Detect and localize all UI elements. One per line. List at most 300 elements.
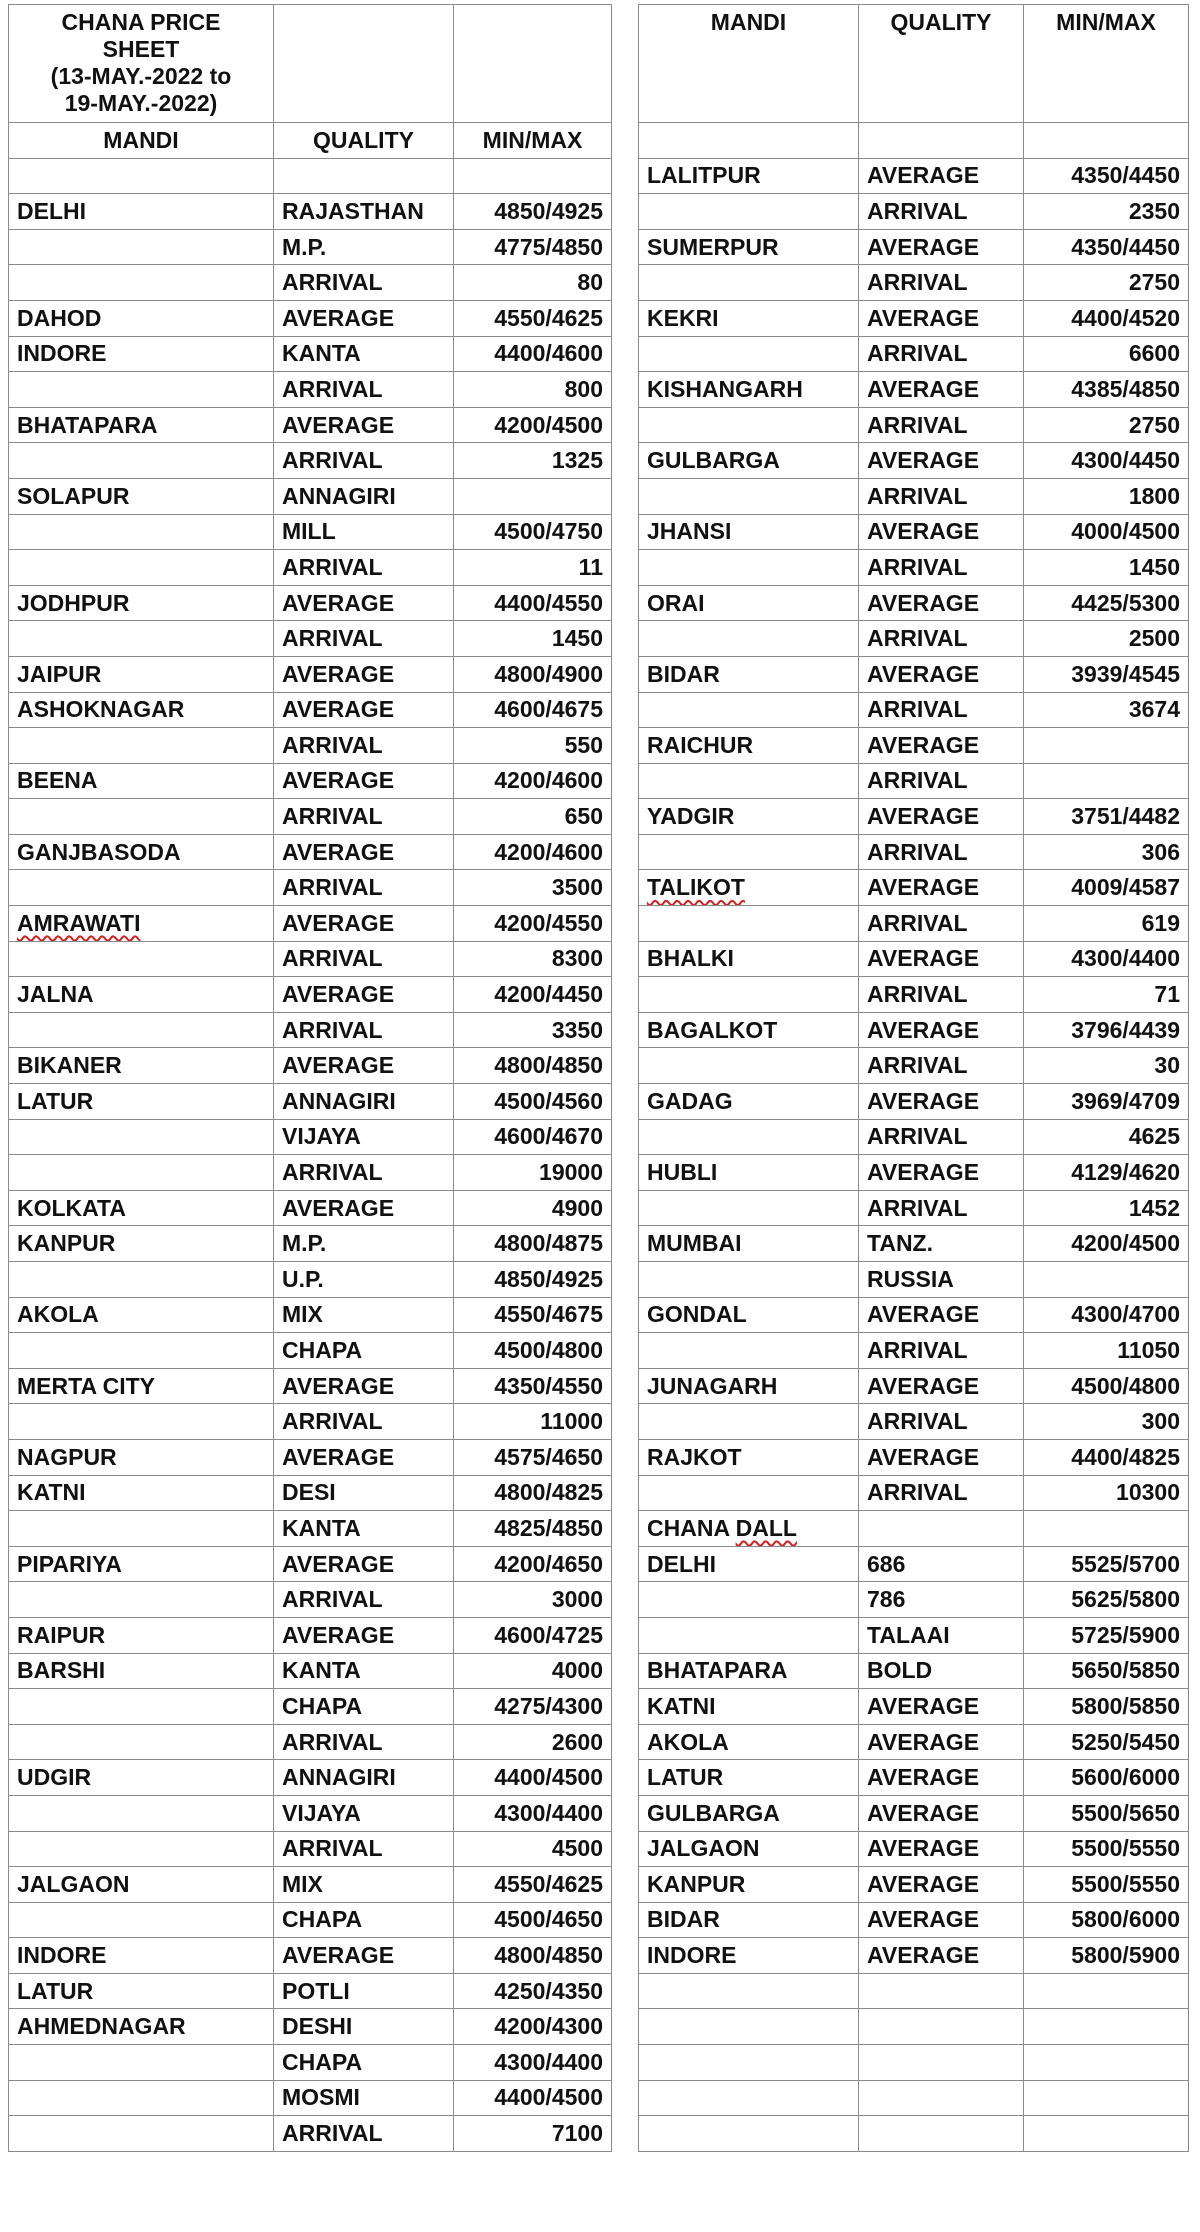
left-mandi-cell: BHATAPARA xyxy=(9,407,274,443)
right-minmax-cell: 4400/4825 xyxy=(1024,1439,1189,1475)
right-quality-cell: AVERAGE xyxy=(859,300,1024,336)
left-minmax-cell: 11 xyxy=(454,550,612,586)
left-minmax-cell: 11000 xyxy=(454,1404,612,1440)
left-quality-cell: AVERAGE xyxy=(274,656,454,692)
left-quality-cell: ARRIVAL xyxy=(274,550,454,586)
right-minmax-cell: 2750 xyxy=(1024,265,1189,301)
column-gap xyxy=(612,443,639,479)
left-quality-cell: AVERAGE xyxy=(274,1617,454,1653)
right-quality-cell: AVERAGE xyxy=(859,870,1024,906)
left-minmax-cell: 4825/4850 xyxy=(454,1511,612,1547)
left-minmax-header: MIN/MAX xyxy=(454,123,612,159)
table-row xyxy=(9,336,1189,372)
left-quality-cell: DESI xyxy=(274,1475,454,1511)
table-row xyxy=(9,1404,1189,1440)
right-minmax-cell: 5800/6000 xyxy=(1024,1902,1189,1938)
right-quality-cell: ARRIVAL xyxy=(859,621,1024,657)
table-row xyxy=(9,906,1189,942)
table-row xyxy=(9,550,1189,586)
left-mandi-cell xyxy=(9,1689,274,1725)
column-gap xyxy=(612,1439,639,1475)
right-minmax-cell: 3674 xyxy=(1024,692,1189,728)
column-gap xyxy=(612,941,639,977)
right-minmax-cell: 5800/5850 xyxy=(1024,1689,1189,1725)
right-mandi-cell: GADAG xyxy=(639,1084,859,1120)
right-minmax-cell xyxy=(1024,1262,1189,1298)
left-quality-cell: POTLI xyxy=(274,1973,454,2009)
right-minmax-cell: 2350 xyxy=(1024,194,1189,230)
table-row xyxy=(9,514,1189,550)
left-quality-cell: ANNAGIRI xyxy=(274,1760,454,1796)
column-gap xyxy=(612,1617,639,1653)
right-minmax-cell: 1452 xyxy=(1024,1190,1189,1226)
right-minmax-cell: 4400/4520 xyxy=(1024,300,1189,336)
left-quality-cell: AVERAGE xyxy=(274,1439,454,1475)
left-quality-cell: CHAPA xyxy=(274,1333,454,1369)
right-minmax-cell: 5500/5650 xyxy=(1024,1795,1189,1831)
column-gap xyxy=(612,194,639,230)
left-mandi-cell xyxy=(9,158,274,194)
right-mandi-cell xyxy=(639,2116,859,2152)
left-quality-cell: KANTA xyxy=(274,1653,454,1689)
left-mandi-cell xyxy=(9,550,274,586)
right-quality-cell: AVERAGE xyxy=(859,1155,1024,1191)
left-mandi-cell xyxy=(9,1119,274,1155)
left-mandi-cell: JALNA xyxy=(9,977,274,1013)
left-minmax-cell: 4275/4300 xyxy=(454,1689,612,1725)
right-quality-cell: 786 xyxy=(859,1582,1024,1618)
table-row xyxy=(9,1831,1189,1867)
right-minmax-cell: 4200/4500 xyxy=(1024,1226,1189,1262)
right-quality-cell: BOLD xyxy=(859,1653,1024,1689)
column-gap xyxy=(612,1012,639,1048)
right-mandi-cell: CHANA DALL xyxy=(639,1511,859,1547)
right-minmax-cell: 4129/4620 xyxy=(1024,1155,1189,1191)
column-gap xyxy=(612,1368,639,1404)
table-row xyxy=(9,1582,1189,1618)
right-mandi-cell xyxy=(639,1262,859,1298)
right-mandi-cell: BAGALKOT xyxy=(639,1012,859,1048)
right-quality-cell: ARRIVAL xyxy=(859,478,1024,514)
left-minmax-cell: 1325 xyxy=(454,443,612,479)
right-mandi-cell: HUBLI xyxy=(639,1155,859,1191)
left-mandi-cell xyxy=(9,2080,274,2116)
table-row xyxy=(9,2009,1189,2045)
right-mandi-cell xyxy=(639,194,859,230)
column-gap xyxy=(612,621,639,657)
right-quality-cell: ARRIVAL xyxy=(859,1475,1024,1511)
left-minmax-cell: 8300 xyxy=(454,941,612,977)
left-quality-cell: AVERAGE xyxy=(274,1048,454,1084)
left-mandi-cell: INDORE xyxy=(9,1938,274,1974)
column-gap xyxy=(612,1546,639,1582)
column-gap xyxy=(612,2045,639,2081)
right-mandi-cell xyxy=(639,1475,859,1511)
left-minmax-cell: 800 xyxy=(454,372,612,408)
left-quality-cell: KANTA xyxy=(274,1511,454,1547)
price-table xyxy=(8,4,1189,2152)
left-mandi-cell: LATUR xyxy=(9,1084,274,1120)
right-minmax-cell: 3969/4709 xyxy=(1024,1084,1189,1120)
left-quality-cell: AVERAGE xyxy=(274,407,454,443)
right-mandi-cell xyxy=(639,1119,859,1155)
right-minmax-cell: 5725/5900 xyxy=(1024,1617,1189,1653)
right-quality-cell: ARRIVAL xyxy=(859,407,1024,443)
left-mandi-cell xyxy=(9,1724,274,1760)
left-mandi-cell: KANPUR xyxy=(9,1226,274,1262)
left-minmax-cell: 4200/4300 xyxy=(454,2009,612,2045)
right-minmax-cell: 3751/4482 xyxy=(1024,799,1189,835)
column-gap xyxy=(612,834,639,870)
left-minmax-cell: 4250/4350 xyxy=(454,1973,612,2009)
column-gap xyxy=(612,1973,639,2009)
column-gap xyxy=(612,336,639,372)
table-row xyxy=(9,870,1189,906)
right-mandi-cell xyxy=(639,1404,859,1440)
right-quality-cell: AVERAGE xyxy=(859,372,1024,408)
column-gap xyxy=(612,585,639,621)
column-gap xyxy=(612,906,639,942)
column-gap xyxy=(612,1582,639,1618)
column-gap xyxy=(612,478,639,514)
left-minmax-cell: 4775/4850 xyxy=(454,229,612,265)
right-quality-cell: ARRIVAL xyxy=(859,1119,1024,1155)
right-mandi-cell: GULBARGA xyxy=(639,1795,859,1831)
left-mandi-cell xyxy=(9,2116,274,2152)
left-mandi-cell: JODHPUR xyxy=(9,585,274,621)
right-quality-cell: AVERAGE xyxy=(859,1867,1024,1903)
left-mandi-cell xyxy=(9,1511,274,1547)
table-row xyxy=(9,834,1189,870)
left-quality-cell: ARRIVAL xyxy=(274,621,454,657)
left-quality-cell: KANTA xyxy=(274,336,454,372)
column-gap xyxy=(612,2009,639,2045)
column-gap xyxy=(612,977,639,1013)
right-quality-cell: ARRIVAL xyxy=(859,763,1024,799)
table-row xyxy=(9,799,1189,835)
left-quality-cell: ARRIVAL xyxy=(274,265,454,301)
left-mandi-cell xyxy=(9,1262,274,1298)
spellcheck-underline: DALL xyxy=(735,1514,797,1541)
right-quality-cell: AVERAGE xyxy=(859,1297,1024,1333)
right-mandi-cell xyxy=(639,265,859,301)
table-row xyxy=(9,1617,1189,1653)
left-minmax-cell: 3000 xyxy=(454,1582,612,1618)
right-mandi-cell xyxy=(639,2080,859,2116)
left-minmax-cell: 4800/4825 xyxy=(454,1475,612,1511)
table-row xyxy=(9,656,1189,692)
left-mandi-cell xyxy=(9,1333,274,1369)
header-row xyxy=(9,5,1189,123)
table-row xyxy=(9,1048,1189,1084)
right-mandi-cell xyxy=(639,2045,859,2081)
column-gap xyxy=(612,407,639,443)
left-minmax-cell: 4550/4625 xyxy=(454,300,612,336)
left-minmax-cell: 4900 xyxy=(454,1190,612,1226)
left-minmax-cell: 4500/4800 xyxy=(454,1333,612,1369)
right-quality-cell: AVERAGE xyxy=(859,1084,1024,1120)
right-quality-cell: AVERAGE xyxy=(859,158,1024,194)
table-row xyxy=(9,621,1189,657)
column-gap xyxy=(612,5,639,123)
left-mandi-cell: ASHOKNAGAR xyxy=(9,692,274,728)
left-mandi-cell xyxy=(9,265,274,301)
left-minmax-cell: 4550/4675 xyxy=(454,1297,612,1333)
title-line: CHANA PRICE xyxy=(61,9,221,35)
left-mandi-cell: BEENA xyxy=(9,763,274,799)
left-mandi-cell: AHMEDNAGAR xyxy=(9,2009,274,2045)
left-mandi-cell xyxy=(9,229,274,265)
right-quality-cell: AVERAGE xyxy=(859,1368,1024,1404)
column-gap xyxy=(612,728,639,764)
right-mandi-cell: LATUR xyxy=(639,1760,859,1796)
table-row xyxy=(9,300,1189,336)
right-mandi-cell: GONDAL xyxy=(639,1297,859,1333)
spellcheck-underline: TALIKOT xyxy=(647,874,745,901)
table-row xyxy=(9,977,1189,1013)
spellcheck-underline: AMRAWATI xyxy=(17,909,141,936)
right-mandi-cell: KATNI xyxy=(639,1689,859,1725)
left-quality-cell: ARRIVAL xyxy=(274,728,454,764)
left-minmax-cell: 4500 xyxy=(454,1831,612,1867)
right-quality-cell xyxy=(859,2009,1024,2045)
right-minmax-cell xyxy=(1024,2080,1189,2116)
right-minmax-cell: 10300 xyxy=(1024,1475,1189,1511)
right-minmax-cell: 306 xyxy=(1024,834,1189,870)
left-minmax-cell: 4800/4900 xyxy=(454,656,612,692)
right-mandi-cell: JALGAON xyxy=(639,1831,859,1867)
right-minmax-cell: 3796/4439 xyxy=(1024,1012,1189,1048)
empty-cell xyxy=(639,123,859,159)
left-mandi-cell xyxy=(9,1155,274,1191)
left-minmax-cell: 4300/4400 xyxy=(454,2045,612,2081)
left-mandi-cell xyxy=(9,1012,274,1048)
left-quality-cell: CHAPA xyxy=(274,1902,454,1938)
right-minmax-cell: 5650/5850 xyxy=(1024,1653,1189,1689)
table-row xyxy=(9,1012,1189,1048)
table-row xyxy=(9,407,1189,443)
left-quality-cell: ARRIVAL xyxy=(274,1012,454,1048)
left-quality-cell: AVERAGE xyxy=(274,763,454,799)
left-mandi-cell: DAHOD xyxy=(9,300,274,336)
right-quality-cell: ARRIVAL xyxy=(859,336,1024,372)
left-quality-header: QUALITY xyxy=(274,123,454,159)
left-quality-cell: AVERAGE xyxy=(274,300,454,336)
right-quality-cell: AVERAGE xyxy=(859,799,1024,835)
right-minmax-cell xyxy=(1024,1973,1189,2009)
right-minmax-cell: 5500/5550 xyxy=(1024,1867,1189,1903)
right-minmax-cell xyxy=(1024,2116,1189,2152)
column-gap xyxy=(612,1689,639,1725)
left-quality-cell: ARRIVAL xyxy=(274,941,454,977)
left-quality-cell: ARRIVAL xyxy=(274,2116,454,2152)
right-mandi-cell: RAICHUR xyxy=(639,728,859,764)
left-mandi-cell: NAGPUR xyxy=(9,1439,274,1475)
column-gap xyxy=(612,1333,639,1369)
column-gap xyxy=(612,1831,639,1867)
right-quality-cell: ARRIVAL xyxy=(859,977,1024,1013)
right-mandi-cell: RAJKOT xyxy=(639,1439,859,1475)
left-mandi-cell: JALGAON xyxy=(9,1867,274,1903)
right-quality-cell: AVERAGE xyxy=(859,1902,1024,1938)
empty-header-cell xyxy=(454,5,612,123)
right-mandi-cell: KANPUR xyxy=(639,1867,859,1903)
left-quality-cell: ARRIVAL xyxy=(274,1831,454,1867)
column-gap xyxy=(612,229,639,265)
right-mandi-cell: BIDAR xyxy=(639,656,859,692)
column-gap xyxy=(612,1475,639,1511)
left-minmax-cell: 4500/4650 xyxy=(454,1902,612,1938)
right-minmax-cell: 4300/4700 xyxy=(1024,1297,1189,1333)
left-mandi-cell: KATNI xyxy=(9,1475,274,1511)
left-quality-cell: ARRIVAL xyxy=(274,372,454,408)
table-row xyxy=(9,1973,1189,2009)
left-minmax-cell: 4400/4500 xyxy=(454,2080,612,2116)
left-mandi-cell xyxy=(9,621,274,657)
left-quality-cell: ARRIVAL xyxy=(274,870,454,906)
column-gap xyxy=(612,300,639,336)
column-gap xyxy=(612,692,639,728)
column-gap xyxy=(612,763,639,799)
left-minmax-cell: 4800/4875 xyxy=(454,1226,612,1262)
title-line: (13-MAY.-2022 to xyxy=(50,63,232,89)
right-mandi-cell: KEKRI xyxy=(639,300,859,336)
left-minmax-cell: 4550/4625 xyxy=(454,1867,612,1903)
right-quality-cell: ARRIVAL xyxy=(859,1404,1024,1440)
left-minmax-cell: 3350 xyxy=(454,1012,612,1048)
left-minmax-cell: 4200/4600 xyxy=(454,763,612,799)
left-mandi-cell: RAIPUR xyxy=(9,1617,274,1653)
left-quality-cell: VIJAYA xyxy=(274,1119,454,1155)
right-mandi-cell xyxy=(639,1190,859,1226)
left-quality-cell: ARRIVAL xyxy=(274,1404,454,1440)
right-mandi-cell: YADGIR xyxy=(639,799,859,835)
right-minmax-cell: 11050 xyxy=(1024,1333,1189,1369)
column-gap xyxy=(612,123,639,159)
left-minmax-cell: 650 xyxy=(454,799,612,835)
right-mandi-cell: MUMBAI xyxy=(639,1226,859,1262)
left-mandi-cell: KOLKATA xyxy=(9,1190,274,1226)
right-mandi-cell xyxy=(639,977,859,1013)
table-row xyxy=(9,1262,1189,1298)
right-minmax-cell: 1800 xyxy=(1024,478,1189,514)
table-row xyxy=(9,229,1189,265)
right-quality-cell xyxy=(859,2116,1024,2152)
left-minmax-cell: 4200/4550 xyxy=(454,906,612,942)
left-quality-cell: CHAPA xyxy=(274,2045,454,2081)
left-minmax-cell: 4600/4675 xyxy=(454,692,612,728)
right-quality-cell: RUSSIA xyxy=(859,1262,1024,1298)
table-row xyxy=(9,1439,1189,1475)
left-mandi-cell xyxy=(9,1582,274,1618)
left-minmax-cell: 2600 xyxy=(454,1724,612,1760)
right-mandi-cell xyxy=(639,550,859,586)
left-quality-cell: VIJAYA xyxy=(274,1795,454,1831)
left-quality-cell: AVERAGE xyxy=(274,1190,454,1226)
table-row xyxy=(9,763,1189,799)
empty-header-cell xyxy=(274,5,454,123)
left-quality-cell: ARRIVAL xyxy=(274,1582,454,1618)
table-row xyxy=(9,443,1189,479)
left-quality-cell: U.P. xyxy=(274,1262,454,1298)
right-quality-cell: AVERAGE xyxy=(859,443,1024,479)
right-minmax-cell: 4009/4587 xyxy=(1024,870,1189,906)
right-mandi-header: MANDI xyxy=(639,5,859,123)
right-quality-cell: ARRIVAL xyxy=(859,692,1024,728)
right-mandi-cell xyxy=(639,1973,859,2009)
left-quality-cell: AVERAGE xyxy=(274,977,454,1013)
column-gap xyxy=(612,1048,639,1084)
left-mandi-cell xyxy=(9,514,274,550)
left-quality-cell: RAJASTHAN xyxy=(274,194,454,230)
left-mandi-cell xyxy=(9,1795,274,1831)
left-minmax-cell: 4200/4450 xyxy=(454,977,612,1013)
table-row xyxy=(9,1368,1189,1404)
column-gap xyxy=(612,1938,639,1974)
left-minmax-cell: 3500 xyxy=(454,870,612,906)
right-mandi-cell: ORAI xyxy=(639,585,859,621)
left-mandi-cell xyxy=(9,870,274,906)
left-mandi-cell: LATUR xyxy=(9,1973,274,2009)
right-mandi-cell: BIDAR xyxy=(639,1902,859,1938)
left-quality-cell: MILL xyxy=(274,514,454,550)
left-mandi-cell xyxy=(9,906,274,942)
right-quality-cell: AVERAGE xyxy=(859,656,1024,692)
right-quality-cell: ARRIVAL xyxy=(859,1190,1024,1226)
right-mandi-cell xyxy=(639,692,859,728)
right-mandi-cell xyxy=(639,336,859,372)
right-minmax-cell: 30 xyxy=(1024,1048,1189,1084)
column-gap xyxy=(612,1155,639,1191)
column-gap xyxy=(612,1867,639,1903)
table-row xyxy=(9,1795,1189,1831)
column-gap xyxy=(612,1511,639,1547)
right-quality-cell: TALAAI xyxy=(859,1617,1024,1653)
left-quality-cell: ARRIVAL xyxy=(274,1724,454,1760)
right-minmax-cell xyxy=(1024,728,1189,764)
column-gap xyxy=(612,1404,639,1440)
right-quality-cell: ARRIVAL xyxy=(859,265,1024,301)
right-minmax-header: MIN/MAX xyxy=(1024,5,1189,123)
right-quality-cell: ARRIVAL xyxy=(859,194,1024,230)
column-gap xyxy=(612,1724,639,1760)
right-mandi-cell xyxy=(639,407,859,443)
title-line: SHEET xyxy=(102,36,180,62)
table-row xyxy=(9,2080,1189,2116)
right-minmax-cell: 4500/4800 xyxy=(1024,1368,1189,1404)
left-mandi-cell xyxy=(9,443,274,479)
right-mandi-cell xyxy=(639,2009,859,2045)
right-minmax-cell: 4625 xyxy=(1024,1119,1189,1155)
column-gap xyxy=(612,1653,639,1689)
left-mandi-cell xyxy=(9,1902,274,1938)
right-quality-cell: TANZ. xyxy=(859,1226,1024,1262)
right-mandi-cell xyxy=(639,478,859,514)
right-quality-cell: AVERAGE xyxy=(859,1689,1024,1725)
table-row xyxy=(9,1226,1189,1262)
table-row xyxy=(9,2116,1189,2152)
left-mandi-cell: BIKANER xyxy=(9,1048,274,1084)
right-quality-cell: AVERAGE xyxy=(859,1439,1024,1475)
table-row xyxy=(9,728,1189,764)
left-mandi-cell: DELHI xyxy=(9,194,274,230)
right-quality-cell: AVERAGE xyxy=(859,585,1024,621)
left-minmax-cell: 4850/4925 xyxy=(454,1262,612,1298)
right-minmax-cell: 4350/4450 xyxy=(1024,229,1189,265)
right-mandi-cell xyxy=(639,870,859,906)
right-minmax-cell: 2750 xyxy=(1024,407,1189,443)
right-minmax-cell: 619 xyxy=(1024,906,1189,942)
